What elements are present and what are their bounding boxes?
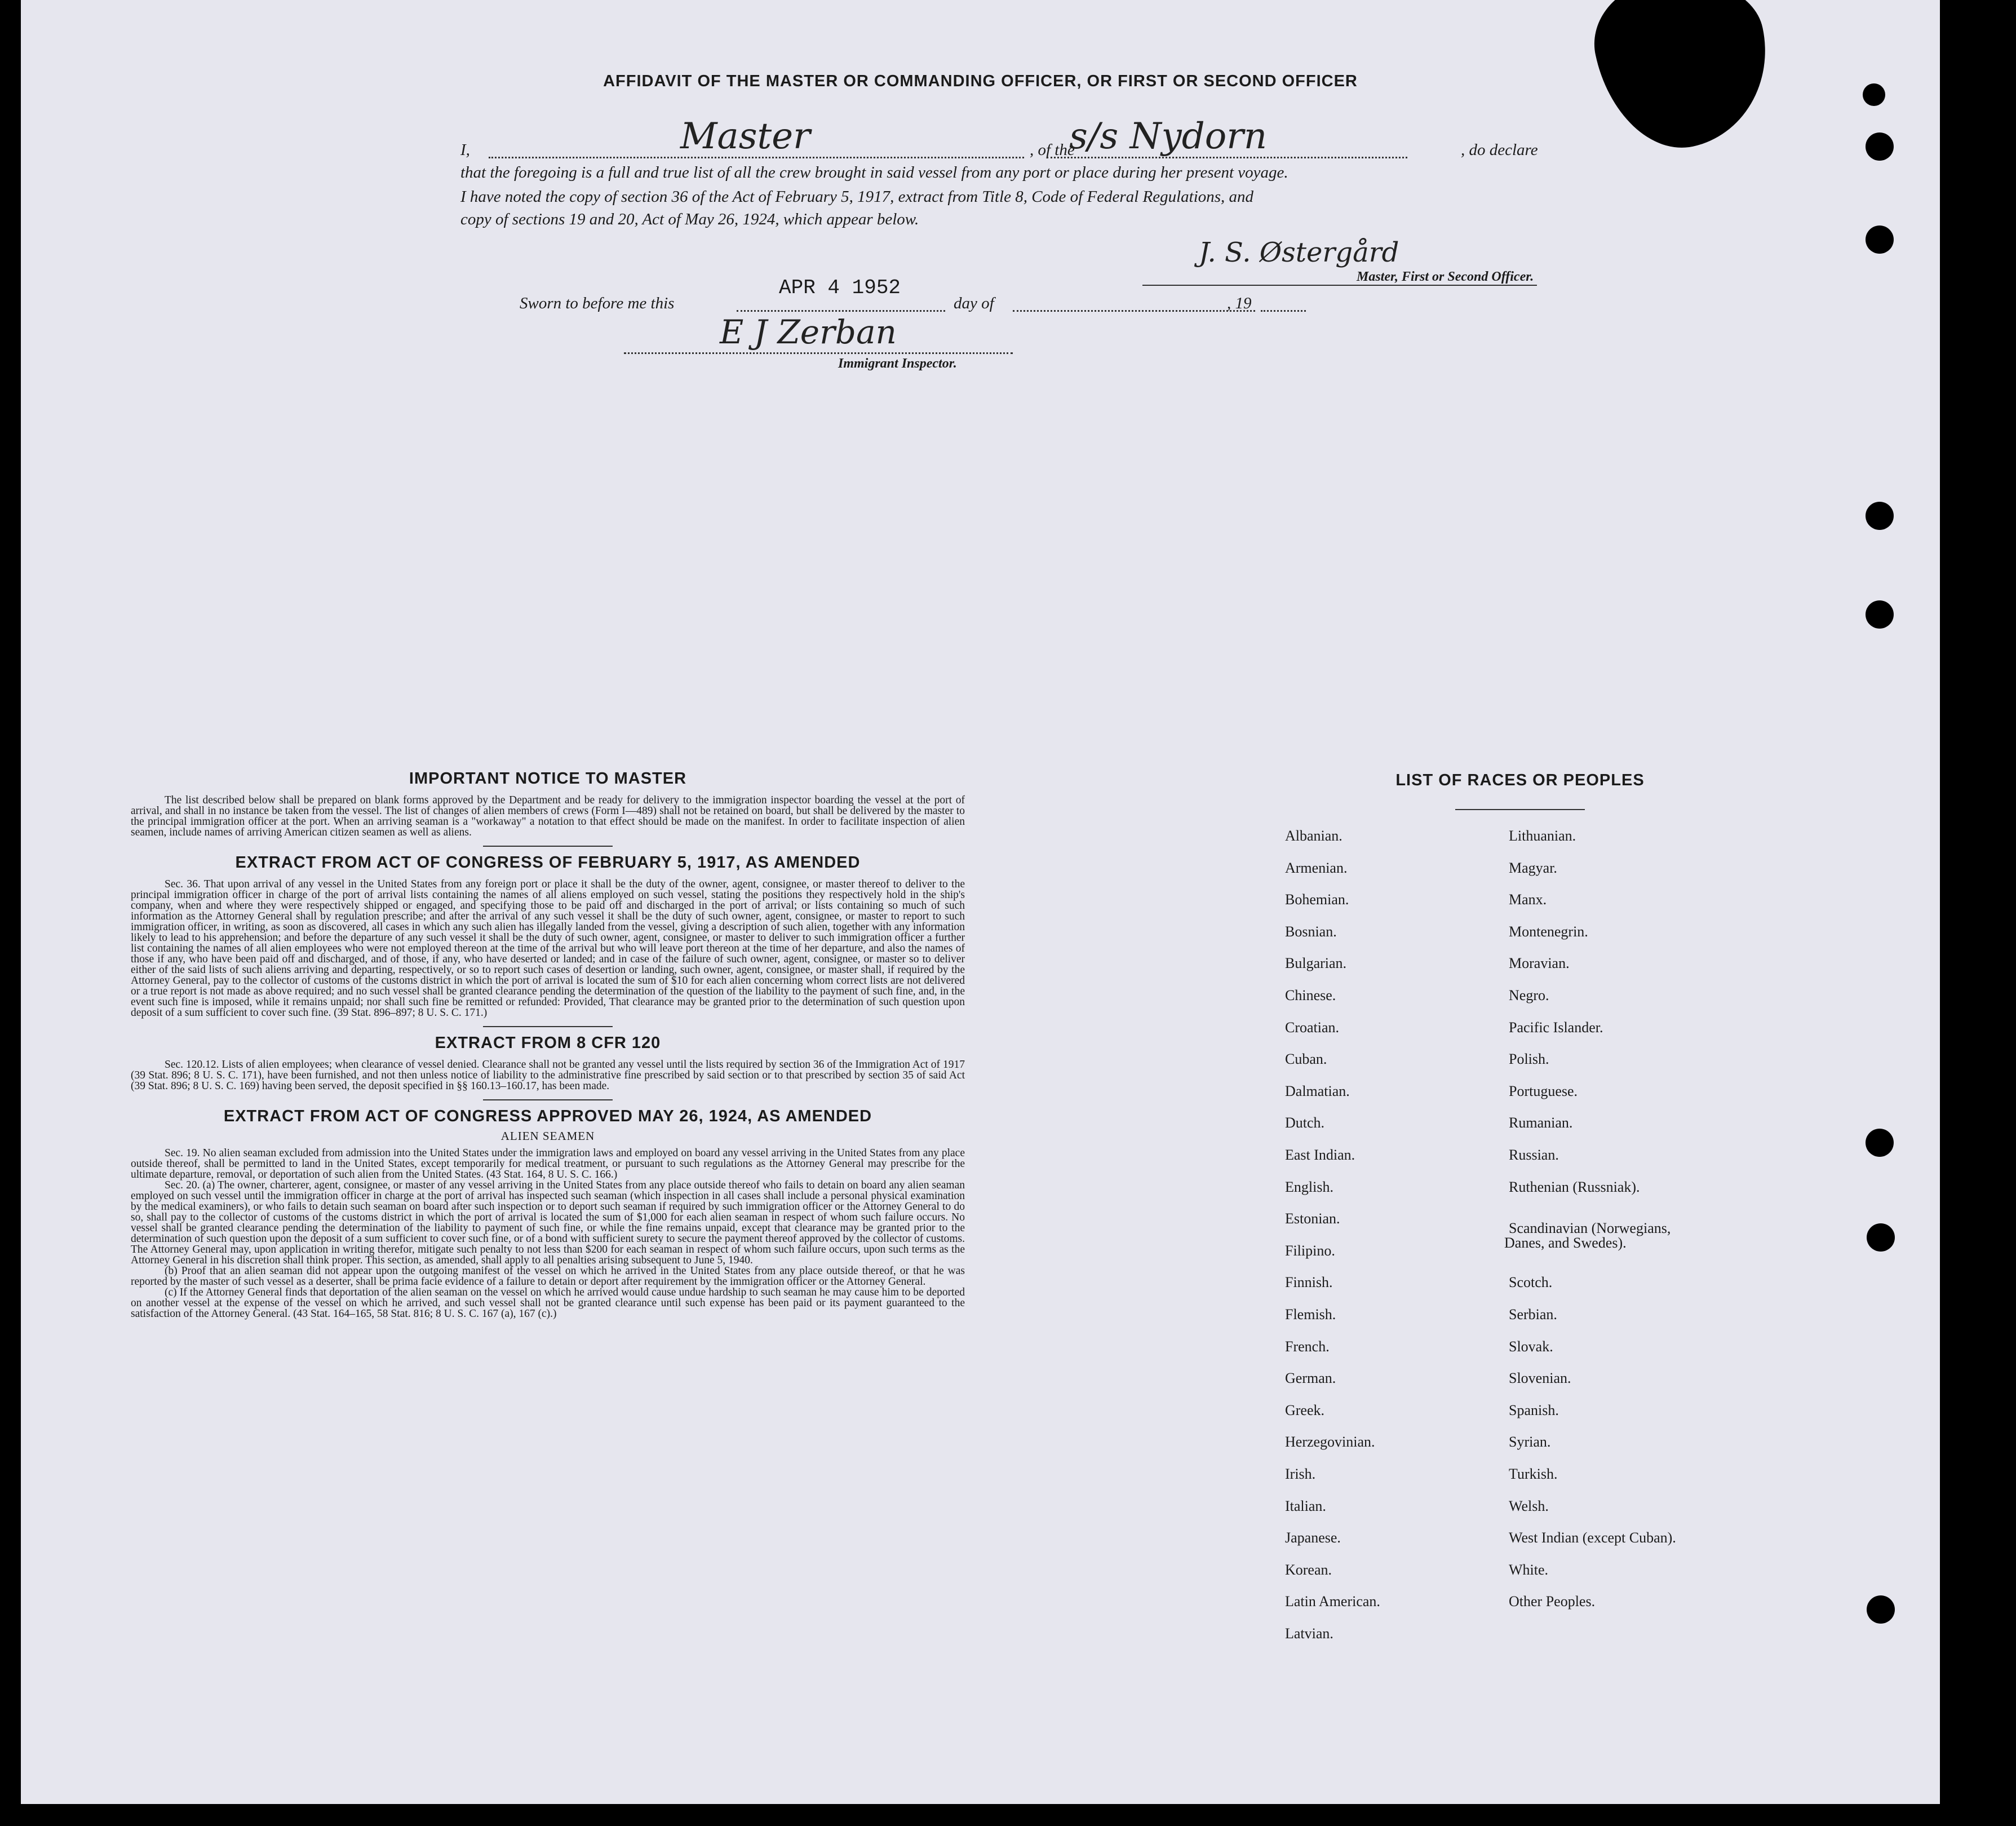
i-label: I, <box>460 141 470 159</box>
race-item: Turkish. <box>1509 1466 1558 1482</box>
sec-20c-text: (c) If the Attorney General finds that deportation of the alien seaman on the vessel on which he arrived would cause undue hardship to such seaman he may cause him to be deported on another vessel at the expense of the vessel on which he arrived, and such vessel shall not be granted clearance until such expense has been paid or its payment guaranteed to the satisfaction of the Attorney General. (43 Stat. 164–165, 58 Stat. 816; 8 U. S. C. 167 (a), 167 (c).) <box>131 1286 965 1320</box>
punch-hole <box>1866 226 1894 254</box>
race-item: West Indian (except Cuban). <box>1509 1529 1676 1546</box>
document-page <box>21 0 1940 1804</box>
race-item: Scandinavian (Norwegians, <box>1509 1220 1671 1237</box>
affidavit-line-4: copy of sections 19 and 20, Act of May 26, 1924, which appear below. <box>460 210 919 228</box>
punch-hole <box>1866 502 1894 530</box>
race-item: French. <box>1285 1338 1330 1355</box>
races-title: LIST OF RACES OR PEOPLES <box>1395 771 1645 789</box>
alien-seamen-subtitle: ALIEN SEAMEN <box>500 1129 595 1143</box>
race-item: Portuguese. <box>1509 1082 1578 1099</box>
race-item: Lithuanian. <box>1509 828 1576 844</box>
officer-signature-line <box>1142 285 1537 286</box>
race-item: English. <box>1285 1178 1333 1195</box>
race-item: Dalmatian. <box>1285 1082 1350 1099</box>
divider <box>1455 809 1585 810</box>
sec-19-text: Sec. 19. No alien seaman excluded from admission into the United States under the immigration laws and employed on board any vessel arriving in the United States from any place outside thereof, shall be permitted to land in the United States, except temporarily for medical treatment, or pursuant to such regulations as the Attorney General may prescribe for the ultimate departure, removal, or deportation of such alien from the United States. (43 Stat. 164, 8 U. S. C. 166.) <box>131 1147 965 1181</box>
race-item: Magyar. <box>1509 859 1557 876</box>
race-item: Serbian. <box>1509 1306 1557 1323</box>
race-item: Bulgarian. <box>1285 955 1347 972</box>
race-item: Cuban. <box>1285 1051 1327 1068</box>
race-item: Korean. <box>1285 1561 1332 1578</box>
date-stamp: APR 4 1952 <box>779 276 901 299</box>
affidavit-title: AFFIDAVIT OF THE MASTER OR COMMANDING OFFICER, OR FIRST OR SECOND OFFICER <box>603 72 1358 90</box>
race-item: Negro. <box>1509 987 1549 1003</box>
race-item: Dutch. <box>1285 1115 1325 1131</box>
race-item: Armenian. <box>1285 859 1348 876</box>
notice-section <box>131 770 965 1319</box>
divider <box>483 1099 613 1100</box>
race-item: Manx. <box>1509 891 1547 908</box>
punch-hole <box>1867 1595 1895 1624</box>
race-item: Finnish. <box>1285 1274 1333 1291</box>
officer-signature: J. S. Østergård <box>1199 237 1399 268</box>
race-item: Rumanian. <box>1509 1115 1573 1131</box>
divider <box>483 1026 613 1027</box>
extract-1924-title: EXTRACT FROM ACT OF CONGRESS APPROVED MAY 26, 1924, AS AMENDED <box>223 1107 872 1125</box>
sworn-day-line <box>737 310 945 312</box>
affidavit-line-3: I have noted the copy of section 36 of the Act of February 5, 1917, extract from Title 8, Code of Federal Regulations, and <box>460 188 1254 206</box>
race-item: Welsh. <box>1509 1497 1549 1514</box>
race-item: Slovenian. <box>1509 1370 1571 1387</box>
divider <box>483 846 613 847</box>
race-item: Japanese. <box>1285 1529 1341 1546</box>
sworn-label: Sworn to before me this <box>520 294 675 312</box>
officer-title: Master, First or Second Officer. <box>1357 269 1534 284</box>
race-item: Irish. <box>1285 1466 1316 1482</box>
race-item: Ruthenian (Russniak). <box>1509 1178 1640 1195</box>
do-declare-label: , do declare <box>1461 141 1538 159</box>
inspector-signature: E J Zerban <box>720 313 897 351</box>
race-item: German. <box>1285 1370 1336 1387</box>
race-item: Russian. <box>1509 1147 1559 1163</box>
race-item: Slovak. <box>1509 1338 1553 1355</box>
punch-hole <box>1866 600 1894 629</box>
race-item: Latin American. <box>1285 1593 1380 1610</box>
punch-hole <box>1866 1129 1894 1157</box>
race-item: Danes, and Swedes). <box>1504 1234 1627 1251</box>
race-item: Bosnian. <box>1285 923 1337 940</box>
race-item: Other Peoples. <box>1509 1593 1596 1610</box>
race-item: Syrian. <box>1509 1434 1551 1451</box>
sec-20a-text: Sec. 20. (a) The owner, charterer, agent, consignee, or master of any vessel arriving in the United States from any place outside thereof who fails to detain on board any alien seaman employed on such vessel until the immigration officer in charge at the port of arrival has inspected such seaman (which inspection in all cases shall include a personal physical examination by the medical examiners), or who fails to detain such seaman on board after such inspection or to deport such seaman if required by such immigration officer or the Attorney General to do so, shall pay to the collector of customs of the customs district in which the port of arrival is located the sum of $1,000 for each alien seaman in respect of whom such failure occurs. No vessel shall be granted clearance pending the determination of the liability to payment of such fine, or while the fine remains unpaid, except that clearance may be granted prior to the determination of such question upon the deposit of a sum sufficient to cover such fine, or of a bond with sufficient surety to secure the payment thereof approved by the collector of customs. The Attorney General may, upon application in writing therefor, mitigate such penalty to not less than $200 for each seaman in respect of whom such failure occurs, upon such terms as the Attorney General in his discretion shall think proper. This section, as amended, shall apply to all penalties arising subsequent to June 5, 1940. <box>131 1179 965 1266</box>
race-item: Croatian. <box>1285 1019 1340 1036</box>
race-item: Chinese. <box>1285 987 1336 1003</box>
vessel-handwritten: s/s Nydorn <box>1069 116 1268 157</box>
race-item: Estonian. <box>1285 1210 1340 1227</box>
master-handwritten: Master <box>680 116 810 157</box>
punch-hole <box>1867 1223 1895 1252</box>
extract-8cfr-text: Sec. 120.12. Lists of alien employees; when clearance of vessel denied. Clearance shall not be granted any vessel until the lists required by section 36 of the Immigration Act of 1917 (39 Stat. 896; 8 U. S. C. 171), have been furnished, and not then unless notice of liability to the administrative fine prescribed by said section or to that prescribed by section 35 of said Act (39 Stat. 896; 8 U. S. C. 169) having been served, the deposit specified in §§ 160.13–160.17, has been made. <box>131 1059 965 1092</box>
race-item: East Indian. <box>1285 1147 1355 1163</box>
extract-1917-text: Sec. 36. That upon arrival of any vessel in the United States from any foreign port or place it shall be the duty of the owner, agent, consignee, or master thereof to deliver to the principal immigration officer in charge of the port of arrival lists containing the names of all aliens employed on such vessel, stating the positions they respectively hold in the ship's company, when and where they were respectively shipped or engaged, and specifying those to be paid off and discharged in the port of arrival; or lists containing so much of such information as the Attorney General shall by regulation prescribe; and after the arrival of any such vessel it shall be the duty of such owner, agent, consignee, or master to report to such immigration officer, in writing, as soon as discovered, all cases in which any such alien has illegally landed from the vessel, giving a description of such alien, together with any information likely to lead to his apprehension; and before the departure of any such vessel it shall be the duty of such owner, agent, consignee, or master to deliver to such immigration officer a further list containing the names of all alien employees who were not employed thereon at the time of the arrival but who will leave port thereon at the time of her departure, and also the names of those if any, who have been paid off and discharged, and of those, if any, who have deserted or landed; and in case of the failure of such owner, agent, consignee, or master so to deliver either of the said lists of such aliens arriving and departing, respectively, or so to report such cases of desertion or landing, such owner, agent, consignee, or master shall, if required by the Attorney General, pay to the collector of customs of the customs district in which the port of arrival is located the sum of $10 for each alien concerning whom correct lists are not delivered or a true report is not made as above required; and no such vessel shall be granted clearance pending the determination of the question of the liability to the payment of such fine, and, in the event such fine is imposed, while it remains unpaid; nor shall such fine be remitted or refunded: Provided, That clearance may be granted prior to the determination of such question upon deposit of a sum sufficient to cover such fine. (39 Stat. 896–897; 8 U. S. C. 171.) <box>131 878 965 1019</box>
sec-20b-text: (b) Proof that an alien seaman did not appear upon the outgoing manifest of the vessel on which he arrived in the United States from any place outside thereof, or that he was reported by the master of such vessel as a deserter, shall be prima facie evidence of a failure to detain or deport after requirement by the immigration officer or the Attorney General. <box>131 1265 965 1288</box>
notice-title: IMPORTANT NOTICE TO MASTER <box>409 770 687 788</box>
year-prefix: , 19 <box>1227 294 1252 312</box>
affidavit-line-2: that the foregoing is a full and true list of all the crew brought in said vessel from any port or place during her present voyage. <box>460 163 1288 182</box>
year-line <box>1261 310 1306 312</box>
punch-hole <box>1866 132 1894 161</box>
inspector-title: Immigrant Inspector. <box>838 356 957 371</box>
race-item: Montenegrin. <box>1509 923 1588 940</box>
race-item: Greek. <box>1285 1401 1325 1418</box>
day-of-label: day of <box>954 294 994 312</box>
race-item: Herzegovinian. <box>1285 1434 1375 1451</box>
inspector-signature-line <box>624 352 1013 354</box>
race-item: Scotch. <box>1509 1274 1553 1291</box>
race-item: Pacific Islander. <box>1509 1019 1603 1036</box>
race-item: Polish. <box>1509 1051 1549 1068</box>
race-item: White. <box>1509 1561 1549 1578</box>
race-item: Albanian. <box>1285 828 1342 844</box>
notice-text: The list described below shall be prepared on blank forms approved by the Department and be ready for delivery to the immigration inspector boarding the vessel at the port of arrival, and shall in no instance be taken from the vessel. The list of changes of alien members of crews (Form I—489) shall not be retained on board, but shall be delivered by the master to the principal immigration officer at the port. When an arriving seaman is a "workaway" a notation to that effect should be made on the manifest. In order to facilitate inspection of alien seamen, include names of arriving American citizen seamen as well as aliens. <box>131 794 965 838</box>
race-item: Spanish. <box>1509 1401 1559 1418</box>
race-item: Filipino. <box>1285 1242 1335 1259</box>
race-item: Flemish. <box>1285 1306 1336 1323</box>
extract-8cfr-title: EXTRACT FROM 8 CFR 120 <box>435 1034 661 1052</box>
race-item: Latvian. <box>1285 1625 1333 1642</box>
race-item: Moravian. <box>1509 955 1570 972</box>
of-the-label: , of the <box>1030 141 1075 159</box>
race-item: Bohemian. <box>1285 891 1349 908</box>
extract-1917-title: EXTRACT FROM ACT OF CONGRESS OF FEBRUARY 5, 1917, AS AMENDED <box>235 854 861 872</box>
race-item: Italian. <box>1285 1497 1326 1514</box>
month-line <box>1013 310 1255 312</box>
